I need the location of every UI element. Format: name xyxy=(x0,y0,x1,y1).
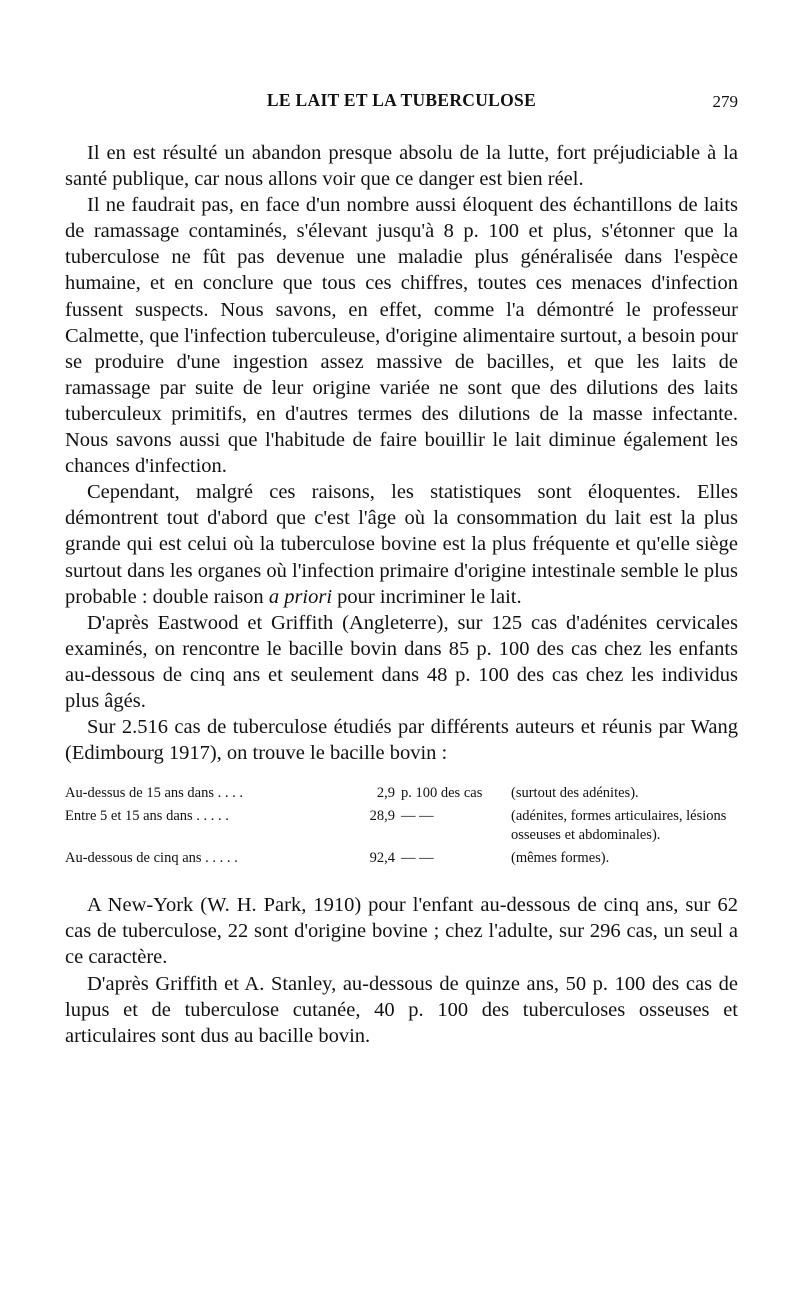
italic-phrase: a priori xyxy=(268,585,333,608)
page-number: 279 xyxy=(712,92,738,111)
row-note: (mêmes formes). xyxy=(511,850,610,867)
statistics-table xyxy=(65,784,738,868)
row-label: Au-dessous de cinq ans . . . . . xyxy=(65,850,238,867)
row-unit: — — xyxy=(401,808,434,825)
table-row xyxy=(65,849,738,868)
paragraph-text: Cependant, malgré ces raisons, les statistiques sont éloquentes. Elles démontrent tout d'abord que c'est l'âge où la consommation du lait est la plus grande qui est celui où la tuberculose bovine est la plus fréquente et qu'elle siège surtout dans les organes où l'infection primaire d'origine intestinale semble le plus probable : double raison xyxy=(65,481,738,608)
running-title: LE LAIT ET LA TUBERCULOSE xyxy=(266,90,537,110)
table-row xyxy=(65,807,738,845)
paragraph: Sur 2.516 cas de tuberculose étudiés par différents auteurs et réunis par Wang (Edimbourg 1917), on trouve le bacille bovin : xyxy=(65,716,738,765)
row-note: (adénites, formes articulaires, lésions osseuses et abdominales). xyxy=(511,808,727,844)
paragraph: A New-York (W. H. Park, 1910) pour l'enfant au-dessous de cinq ans, sur 62 cas de tuberculose, 22 sont d'origine bovine ; chez l'adulte, sur 296 cas, un seul a ce caractère. xyxy=(65,894,738,969)
row-note: (surtout des adénites). xyxy=(511,785,639,802)
body-text xyxy=(65,140,738,1049)
row-label: Au-dessus de 15 ans dans . . . . xyxy=(65,785,244,802)
paragraph xyxy=(65,479,738,609)
row-label: Entre 5 et 15 ans dans . . . . . xyxy=(65,808,229,825)
paragraph: Il en est résulté un abandon presque absolu de la lutte, fort préjudiciable à la santé publique, car nous allons voir que ce danger est bien réel. xyxy=(65,142,738,191)
lower-text xyxy=(65,892,738,1049)
paragraph: D'après Eastwood et Griffith (Angleterre), sur 125 cas d'adénites cervicales examinés, on rencontre le bacille bovin dans 85 p. 100 des cas chez les enfants au-dessous de cinq ans et seulement dans 48 p. 100 des cas chez les individus plus âgés. xyxy=(65,611,738,712)
page-header xyxy=(65,90,738,118)
row-value: 92,4 xyxy=(369,850,395,867)
table-row xyxy=(65,784,738,803)
row-value: 28,9 xyxy=(369,808,395,825)
paragraph: D'après Griffith et A. Stanley, au-dessous de quinze ans, 50 p. 100 des cas de lupus et de tuberculose cutanée, 40 p. 100 des tuberculoses osseuses et articulaires sont dus au bacille bovin. xyxy=(65,972,738,1047)
paragraph-text: pour incriminer le lait. xyxy=(332,585,522,608)
paragraph: Il ne faudrait pas, en face d'un nombre aussi éloquent des échantillons de laits de ramassage contaminés, s'élevant jusqu'à 8 p. 100 et plus, s'étonner que la tuberculose ne fût pas devenue une maladie plus généralisée dans l'espèce humaine, et en conclure que tous ces chiffres, toutes ces menaces d'infection fussent suspects. Nous savons, en effet, comme l'a démontré le professeur Calmette, que l'infection tuberculeuse, d'origine alimentaire surtout, a besoin pour se produire d'une ingestion assez massive de bacilles, et que les laits de ramassage par suite de leur origine variée ne sont que des dilutions des laits tuberculeux primitifs, en d'autres termes des dilutions de la masse infectante. Nous savons aussi que l'habitude de faire bouillir le lait diminue également les chances d'infection. xyxy=(65,194,738,478)
row-unit: — — xyxy=(401,850,434,867)
row-value: 2,9 xyxy=(376,785,395,802)
row-unit: p. 100 des cas xyxy=(401,785,483,802)
